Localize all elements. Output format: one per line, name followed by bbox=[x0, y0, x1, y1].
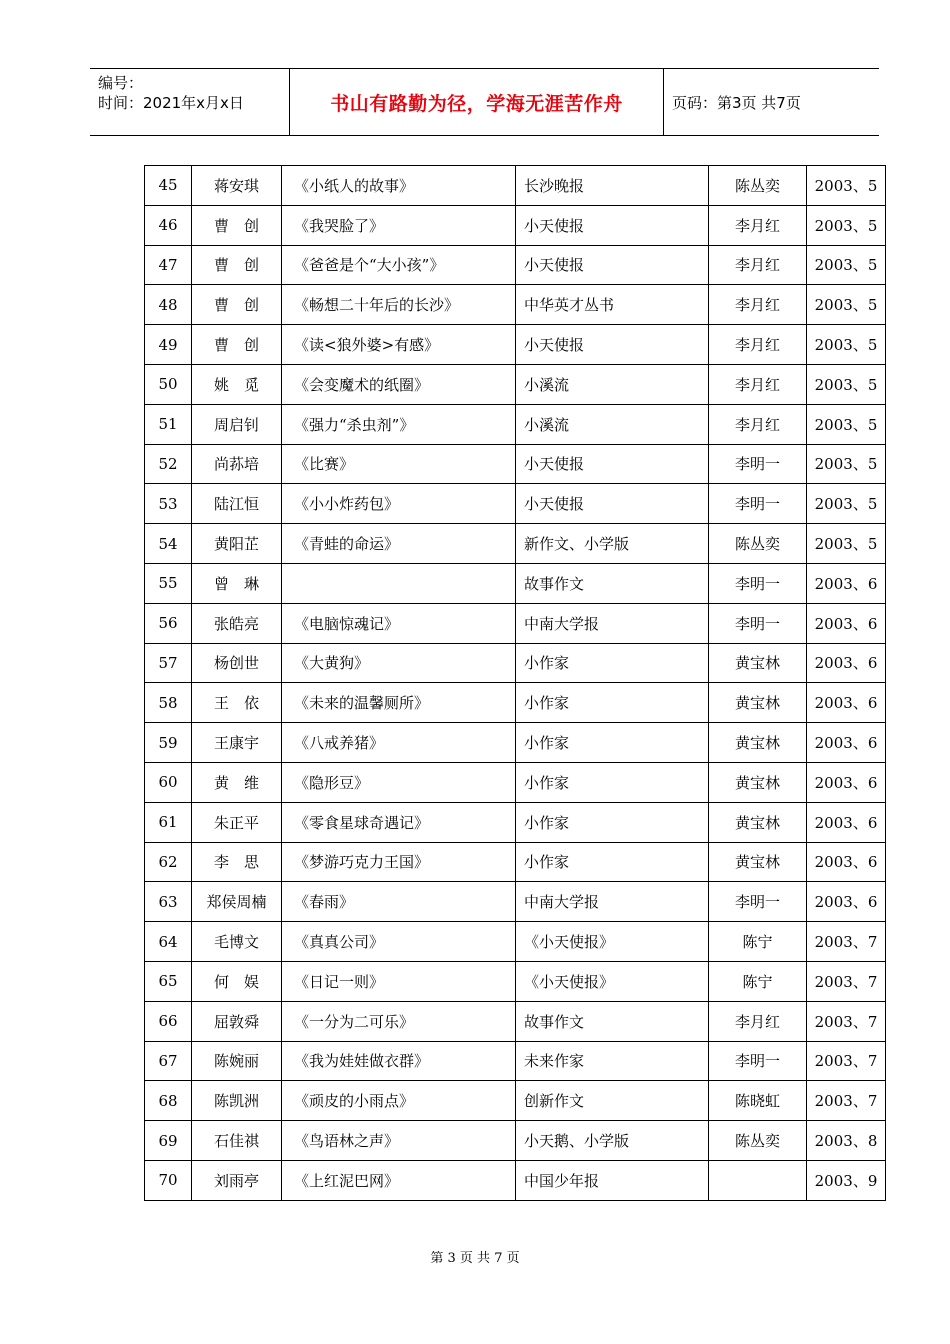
student-name-cell: 曹 创 bbox=[192, 245, 282, 285]
publication-cell: 小作家 bbox=[516, 723, 709, 763]
publication-cell: 小作家 bbox=[516, 842, 709, 882]
teacher-name-cell: 黄宝林 bbox=[709, 643, 807, 683]
publication-cell: 小溪流 bbox=[516, 364, 709, 404]
student-name-cell: 尚荪培 bbox=[192, 444, 282, 484]
publish-date-cell: 2003、6 bbox=[807, 603, 886, 643]
row-number-cell: 50 bbox=[145, 364, 192, 404]
row-number-cell: 54 bbox=[145, 524, 192, 564]
student-name-cell: 陈凯洲 bbox=[192, 1081, 282, 1121]
student-name-cell: 姚 觅 bbox=[192, 364, 282, 404]
table-row bbox=[145, 245, 886, 285]
table-row bbox=[145, 364, 886, 404]
table-row bbox=[145, 205, 886, 245]
student-name-cell: 李 思 bbox=[192, 842, 282, 882]
header-motto: 书山有路勤为径，学海无涯苦作舟 bbox=[290, 69, 664, 135]
work-title-cell: 《未来的温馨厕所》 bbox=[282, 683, 516, 723]
page-footer: 第 3 页 共 7 页 bbox=[430, 1251, 520, 1266]
table-row bbox=[145, 404, 886, 444]
row-number-cell: 53 bbox=[145, 484, 192, 524]
work-title-cell: 《畅想二十年后的长沙》 bbox=[282, 285, 516, 325]
table-row bbox=[145, 285, 886, 325]
row-number-cell: 62 bbox=[145, 842, 192, 882]
row-number-cell: 68 bbox=[145, 1081, 192, 1121]
work-title-cell: 《梦游巧克力王国》 bbox=[282, 842, 516, 882]
publication-table bbox=[144, 165, 886, 1201]
row-number-cell: 60 bbox=[145, 762, 192, 802]
publication-cell: 小天鹅、小学版 bbox=[516, 1121, 709, 1161]
work-title-cell: 《强力“杀虫剂”》 bbox=[282, 404, 516, 444]
work-title-cell: 《春雨》 bbox=[282, 882, 516, 922]
publish-date-cell: 2003、5 bbox=[807, 205, 886, 245]
publish-date-cell: 2003、5 bbox=[807, 524, 886, 564]
row-number-cell: 69 bbox=[145, 1121, 192, 1161]
publication-cell: 小天使报 bbox=[516, 444, 709, 484]
teacher-name-cell: 李月红 bbox=[709, 1001, 807, 1041]
table-row bbox=[145, 444, 886, 484]
student-name-cell: 周启钊 bbox=[192, 404, 282, 444]
table-row bbox=[145, 563, 886, 603]
student-name-cell: 刘雨亭 bbox=[192, 1160, 282, 1200]
teacher-name-cell: 李明一 bbox=[709, 563, 807, 603]
work-title-cell bbox=[282, 563, 516, 603]
teacher-name-cell bbox=[709, 1160, 807, 1200]
publish-date-cell: 2003、5 bbox=[807, 364, 886, 404]
student-name-cell: 石佳祺 bbox=[192, 1121, 282, 1161]
teacher-name-cell: 李月红 bbox=[709, 404, 807, 444]
student-name-cell: 曹 创 bbox=[192, 325, 282, 365]
publication-cell: 《小天使报》 bbox=[516, 922, 709, 962]
publish-date-cell: 2003、6 bbox=[807, 762, 886, 802]
row-number-cell: 61 bbox=[145, 802, 192, 842]
publish-date-cell: 2003、8 bbox=[807, 1121, 886, 1161]
table-row bbox=[145, 603, 886, 643]
publish-date-cell: 2003、7 bbox=[807, 1001, 886, 1041]
row-number-cell: 47 bbox=[145, 245, 192, 285]
teacher-name-cell: 黄宝林 bbox=[709, 802, 807, 842]
publication-cell: 长沙晚报 bbox=[516, 166, 709, 206]
student-name-cell: 黄 维 bbox=[192, 762, 282, 802]
teacher-name-cell: 黄宝林 bbox=[709, 683, 807, 723]
publish-date-cell: 2003、7 bbox=[807, 961, 886, 1001]
table-row bbox=[145, 842, 886, 882]
student-name-cell: 屈敦舜 bbox=[192, 1001, 282, 1041]
work-title-cell: 《真真公司》 bbox=[282, 922, 516, 962]
publish-date-cell: 2003、5 bbox=[807, 166, 886, 206]
work-title-cell: 《青蛙的命运》 bbox=[282, 524, 516, 564]
teacher-name-cell: 李月红 bbox=[709, 285, 807, 325]
work-title-cell: 《零食星球奇遇记》 bbox=[282, 802, 516, 842]
work-title-cell: 《日记一则》 bbox=[282, 961, 516, 1001]
publish-date-cell: 2003、5 bbox=[807, 404, 886, 444]
table-row bbox=[145, 643, 886, 683]
publish-date-cell: 2003、5 bbox=[807, 325, 886, 365]
student-name-cell: 王康宇 bbox=[192, 723, 282, 763]
table-row bbox=[145, 882, 886, 922]
teacher-name-cell: 李明一 bbox=[709, 484, 807, 524]
publication-cell: 故事作文 bbox=[516, 563, 709, 603]
header-page-label: 页码：第3页 共7页 bbox=[672, 93, 801, 112]
header-meta bbox=[90, 69, 290, 135]
table-row bbox=[145, 802, 886, 842]
work-title-cell: 《小小炸药包》 bbox=[282, 484, 516, 524]
row-number-cell: 49 bbox=[145, 325, 192, 365]
work-title-cell: 《小纸人的故事》 bbox=[282, 166, 516, 206]
student-name-cell: 曹 创 bbox=[192, 285, 282, 325]
student-name-cell: 陆江恒 bbox=[192, 484, 282, 524]
publication-cell: 《小天使报》 bbox=[516, 961, 709, 1001]
teacher-name-cell: 陈宁 bbox=[709, 961, 807, 1001]
table-row bbox=[145, 1081, 886, 1121]
row-number-cell: 45 bbox=[145, 166, 192, 206]
student-name-cell: 郑侯周楠 bbox=[192, 882, 282, 922]
publish-date-cell: 2003、7 bbox=[807, 922, 886, 962]
teacher-name-cell: 陈晓虹 bbox=[709, 1081, 807, 1121]
work-title-cell: 《一分为二可乐》 bbox=[282, 1001, 516, 1041]
row-number-cell: 70 bbox=[145, 1160, 192, 1200]
teacher-name-cell: 陈丛奕 bbox=[709, 166, 807, 206]
student-name-cell: 杨创世 bbox=[192, 643, 282, 683]
student-name-cell: 何 娱 bbox=[192, 961, 282, 1001]
row-number-cell: 64 bbox=[145, 922, 192, 962]
publish-date-cell: 2003、9 bbox=[807, 1160, 886, 1200]
publication-cell: 小天使报 bbox=[516, 484, 709, 524]
row-number-cell: 52 bbox=[145, 444, 192, 484]
row-number-cell: 58 bbox=[145, 683, 192, 723]
row-number-cell: 46 bbox=[145, 205, 192, 245]
table-row bbox=[145, 723, 886, 763]
student-name-cell: 曹 创 bbox=[192, 205, 282, 245]
page-header bbox=[90, 68, 879, 136]
publish-date-cell: 2003、5 bbox=[807, 444, 886, 484]
teacher-name-cell: 陈宁 bbox=[709, 922, 807, 962]
table-row bbox=[145, 524, 886, 564]
publication-cell: 未来作家 bbox=[516, 1041, 709, 1081]
work-title-cell: 《鸟语林之声》 bbox=[282, 1121, 516, 1161]
teacher-name-cell: 黄宝林 bbox=[709, 842, 807, 882]
publish-date-cell: 2003、7 bbox=[807, 1081, 886, 1121]
publish-date-cell: 2003、5 bbox=[807, 484, 886, 524]
teacher-name-cell: 陈丛奕 bbox=[709, 1121, 807, 1161]
table-row bbox=[145, 922, 886, 962]
row-number-cell: 57 bbox=[145, 643, 192, 683]
publish-date-cell: 2003、6 bbox=[807, 802, 886, 842]
work-title-cell: 《爸爸是个“大小孩”》 bbox=[282, 245, 516, 285]
publish-date-cell: 2003、5 bbox=[807, 285, 886, 325]
publication-cell: 中南大学报 bbox=[516, 882, 709, 922]
publication-cell: 中国少年报 bbox=[516, 1160, 709, 1200]
student-name-cell: 张皓亮 bbox=[192, 603, 282, 643]
row-number-cell: 55 bbox=[145, 563, 192, 603]
publication-cell: 小作家 bbox=[516, 643, 709, 683]
publication-cell: 中华英才丛书 bbox=[516, 285, 709, 325]
row-number-cell: 48 bbox=[145, 285, 192, 325]
table-row bbox=[145, 961, 886, 1001]
work-title-cell: 《八戒养猪》 bbox=[282, 723, 516, 763]
table-body bbox=[145, 166, 886, 1201]
publish-date-cell: 2003、6 bbox=[807, 842, 886, 882]
student-name-cell: 黄阳芷 bbox=[192, 524, 282, 564]
work-title-cell: 《我哭脸了》 bbox=[282, 205, 516, 245]
work-title-cell: 《比赛》 bbox=[282, 444, 516, 484]
publish-date-cell: 2003、5 bbox=[807, 245, 886, 285]
work-title-cell: 《隐形豆》 bbox=[282, 762, 516, 802]
publication-cell: 新作文、小学版 bbox=[516, 524, 709, 564]
teacher-name-cell: 李月红 bbox=[709, 245, 807, 285]
table-row bbox=[145, 1160, 886, 1200]
table-row bbox=[145, 1041, 886, 1081]
publication-cell: 创新作文 bbox=[516, 1081, 709, 1121]
table-row bbox=[145, 762, 886, 802]
teacher-name-cell: 李明一 bbox=[709, 444, 807, 484]
number-label: 编号： bbox=[98, 74, 144, 92]
publish-date-cell: 2003、6 bbox=[807, 643, 886, 683]
row-number-cell: 66 bbox=[145, 1001, 192, 1041]
teacher-name-cell: 黄宝林 bbox=[709, 762, 807, 802]
publication-cell: 小作家 bbox=[516, 802, 709, 842]
work-title-cell: 《会变魔术的纸圈》 bbox=[282, 364, 516, 404]
work-title-cell: 《上红泥巴网》 bbox=[282, 1160, 516, 1200]
publication-cell: 小天使报 bbox=[516, 325, 709, 365]
publication-cell: 小天使报 bbox=[516, 205, 709, 245]
row-number-cell: 59 bbox=[145, 723, 192, 763]
publication-cell: 小溪流 bbox=[516, 404, 709, 444]
work-title-cell: 《我为娃娃做衣群》 bbox=[282, 1041, 516, 1081]
teacher-name-cell: 李明一 bbox=[709, 882, 807, 922]
publish-date-cell: 2003、6 bbox=[807, 683, 886, 723]
teacher-name-cell: 李月红 bbox=[709, 364, 807, 404]
publication-cell: 小作家 bbox=[516, 683, 709, 723]
table-row bbox=[145, 484, 886, 524]
publication-cell: 中南大学报 bbox=[516, 603, 709, 643]
teacher-name-cell: 李明一 bbox=[709, 603, 807, 643]
student-name-cell: 曾 琳 bbox=[192, 563, 282, 603]
row-number-cell: 63 bbox=[145, 882, 192, 922]
publish-date-cell: 2003、7 bbox=[807, 1041, 886, 1081]
table-row bbox=[145, 325, 886, 365]
teacher-name-cell: 陈丛奕 bbox=[709, 524, 807, 564]
table-row bbox=[145, 1121, 886, 1161]
student-name-cell: 毛博文 bbox=[192, 922, 282, 962]
teacher-name-cell: 李月红 bbox=[709, 325, 807, 365]
time-label: 时间：2021年x月x日 bbox=[98, 94, 244, 112]
publish-date-cell: 2003、6 bbox=[807, 563, 886, 603]
publish-date-cell: 2003、6 bbox=[807, 723, 886, 763]
student-name-cell: 朱正平 bbox=[192, 802, 282, 842]
row-number-cell: 67 bbox=[145, 1041, 192, 1081]
publication-cell: 小作家 bbox=[516, 762, 709, 802]
row-number-cell: 51 bbox=[145, 404, 192, 444]
teacher-name-cell: 李月红 bbox=[709, 205, 807, 245]
publication-cell: 小天使报 bbox=[516, 245, 709, 285]
table-row bbox=[145, 683, 886, 723]
teacher-name-cell: 李明一 bbox=[709, 1041, 807, 1081]
work-title-cell: 《电脑惊魂记》 bbox=[282, 603, 516, 643]
student-name-cell: 陈婉丽 bbox=[192, 1041, 282, 1081]
work-title-cell: 《顽皮的小雨点》 bbox=[282, 1081, 516, 1121]
publish-date-cell: 2003、6 bbox=[807, 882, 886, 922]
work-title-cell: 《大黄狗》 bbox=[282, 643, 516, 683]
row-number-cell: 56 bbox=[145, 603, 192, 643]
work-title-cell: 《读<狼外婆>有感》 bbox=[282, 325, 516, 365]
publication-cell: 故事作文 bbox=[516, 1001, 709, 1041]
table-row bbox=[145, 166, 886, 206]
student-name-cell: 王 依 bbox=[192, 683, 282, 723]
table-row bbox=[145, 1001, 886, 1041]
teacher-name-cell: 黄宝林 bbox=[709, 723, 807, 763]
row-number-cell: 65 bbox=[145, 961, 192, 1001]
student-name-cell: 蒋安琪 bbox=[192, 166, 282, 206]
